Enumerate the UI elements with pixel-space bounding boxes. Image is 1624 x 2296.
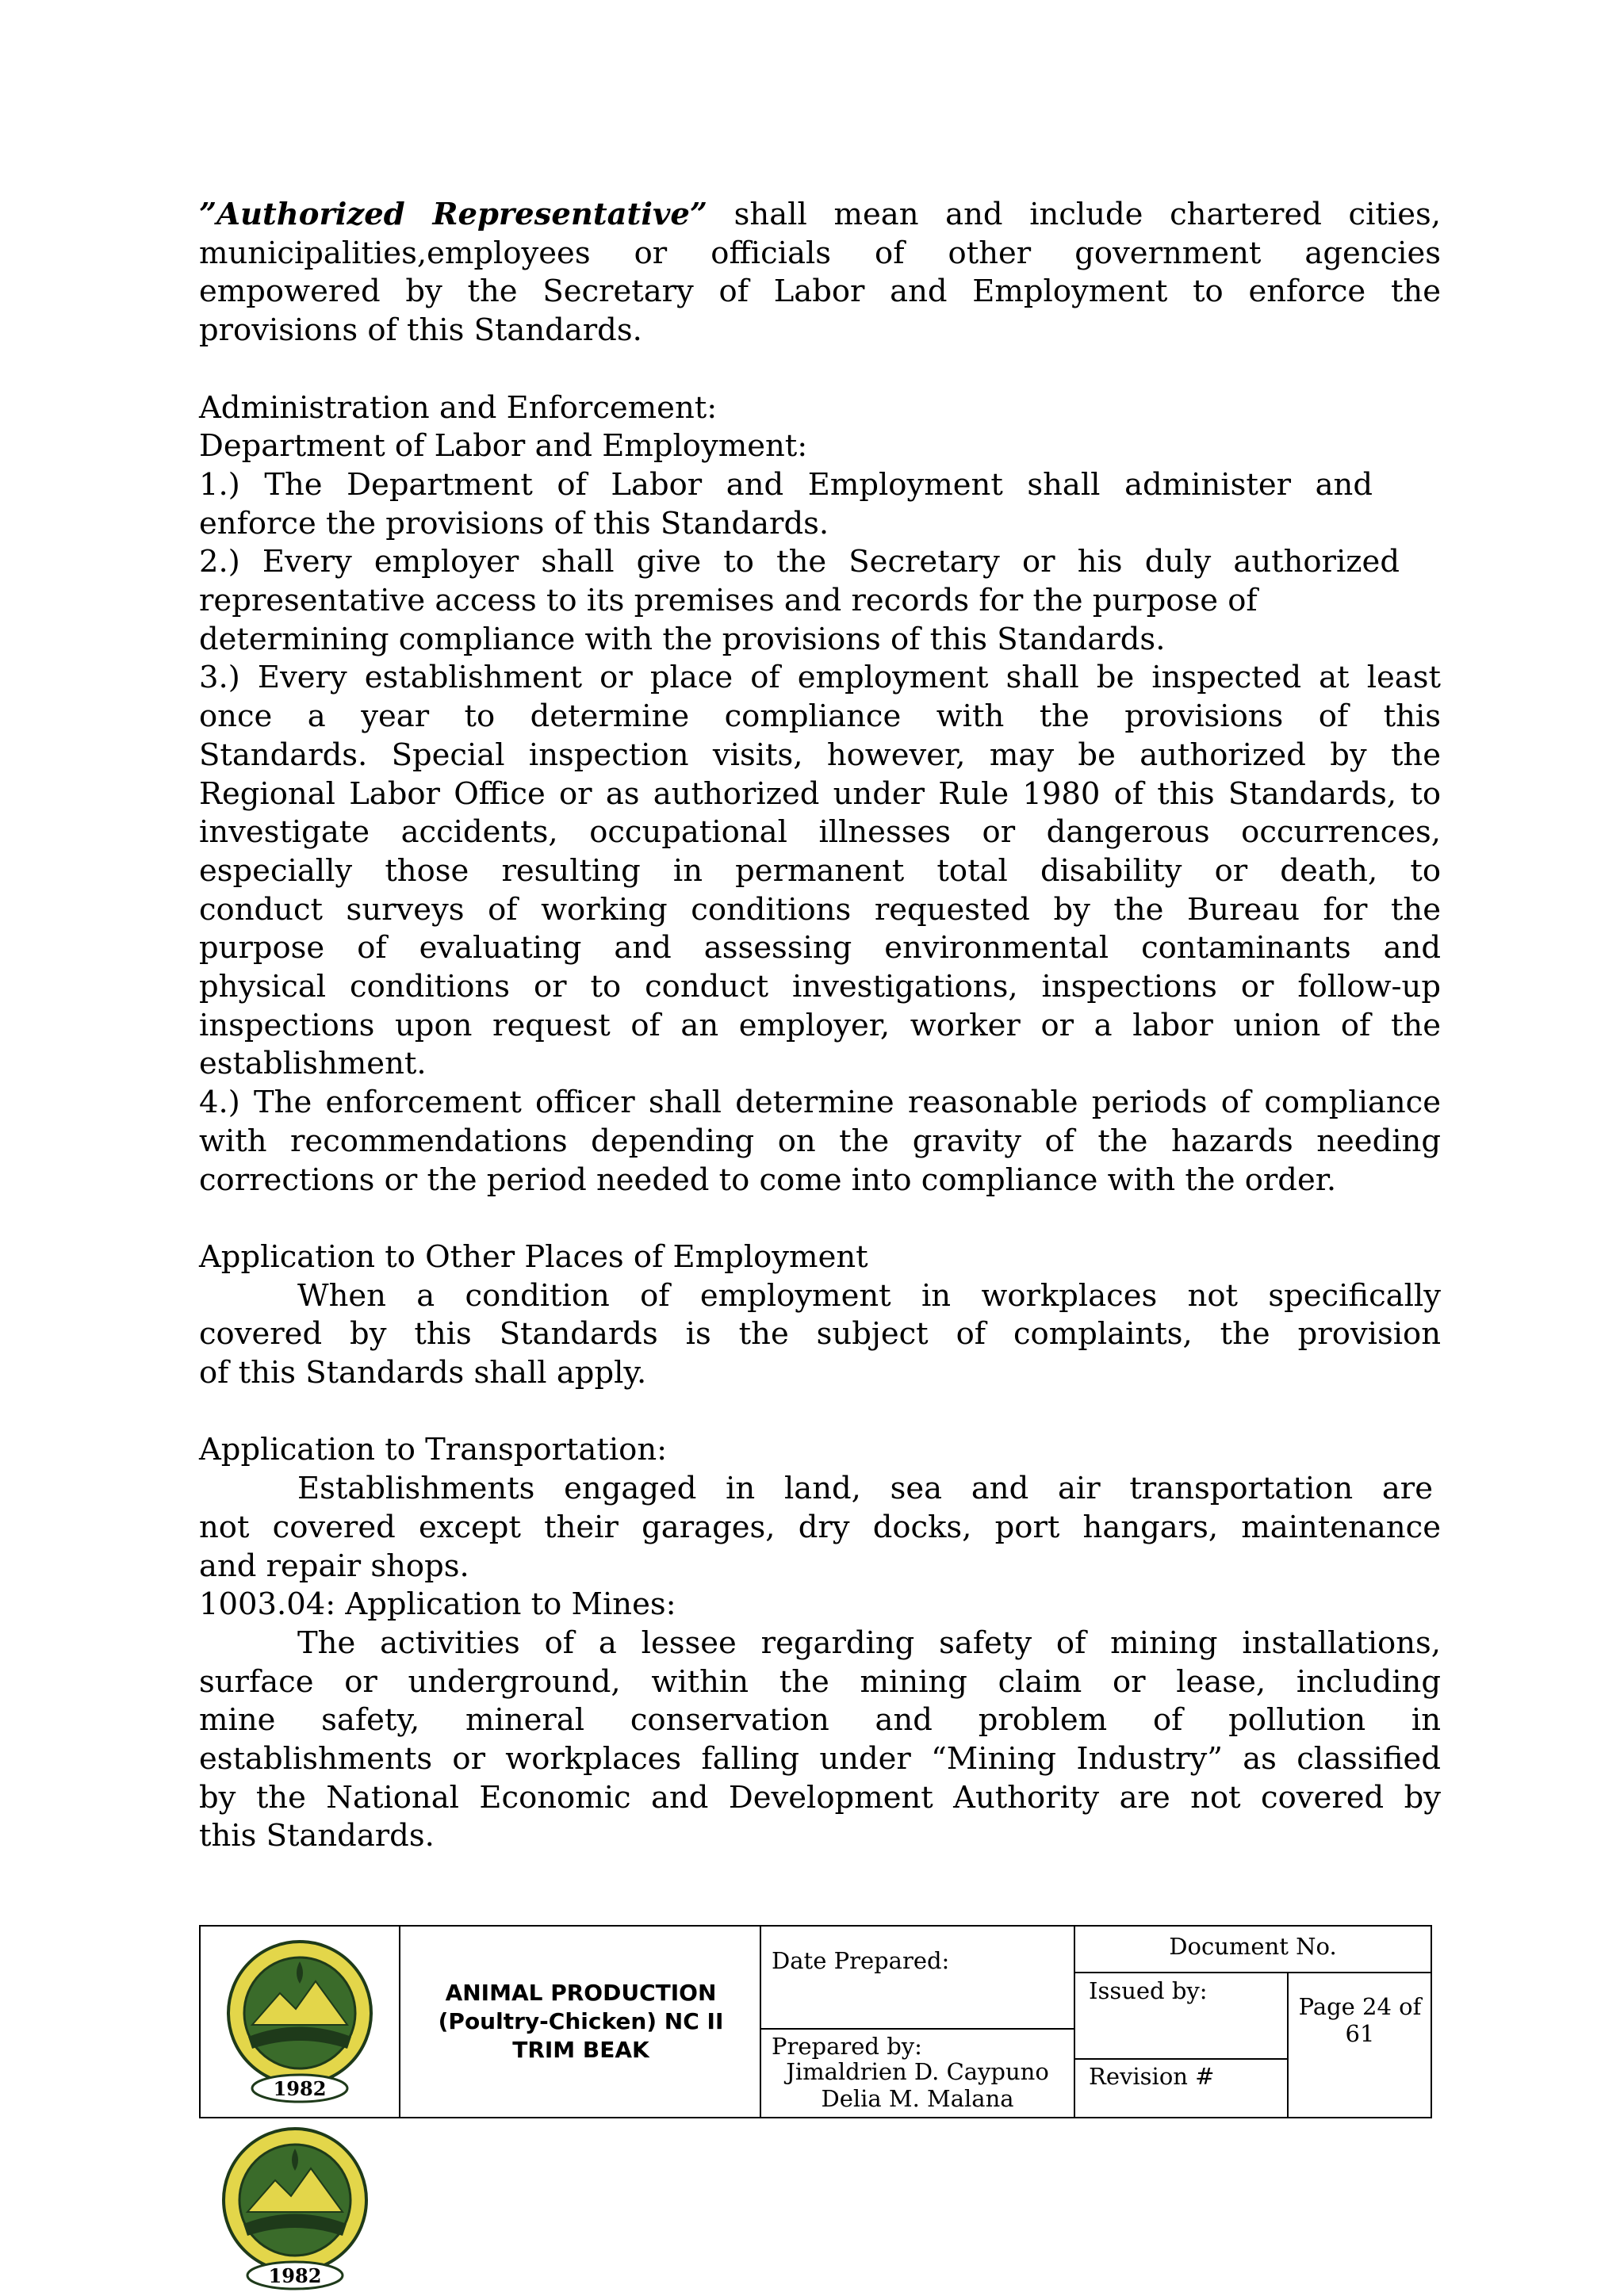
list-item-line: physical conditions or to conduct investigations, inspections or follow-up <box>199 969 1441 1005</box>
list-item-line: 1.) The Department of Labor and Employment shall administer and <box>199 466 1373 503</box>
page-number: Page 24 of 61 <box>1298 1993 1422 2047</box>
list-item-line: Standards. Special inspection visits, however, may be authorized by the <box>199 737 1441 773</box>
school-seal-cell <box>201 1927 399 2117</box>
title-line: TRIM BEAK <box>512 2037 649 2063</box>
seal-year: 1982 <box>273 2077 327 2100</box>
list-item-line: establishment. <box>199 1046 427 1082</box>
list-item-line: with recommendations depending on the gravity of the hazards needing <box>199 1123 1441 1159</box>
seal-year: 1982 <box>268 2264 322 2287</box>
issued-by-label: Issued by: <box>1089 1977 1208 2004</box>
list-item-line: 3.) Every establishment or place of employment shall be inspected at least <box>199 660 1441 696</box>
qualification-title <box>400 1927 761 2117</box>
list-item-line: investigate accidents, occupational illnesses or dangerous occurrences, <box>199 814 1441 851</box>
section-heading: 1003.04: Application to Mines: <box>199 1586 676 1623</box>
body-line: The activities of a lessee regarding safety of mining installations, <box>297 1624 1441 1661</box>
preparer-name: Jimaldrien D. Caypuno <box>786 2058 1049 2085</box>
body-line: establishments or workplaces falling under “Mining Industry” as classified <box>199 1741 1441 1777</box>
body-line: Establishments engaged in land, sea and air transportation are <box>297 1471 1433 1507</box>
body-line: of this Standards shall apply. <box>199 1355 647 1391</box>
body-line: When a condition of employment in workplaces not specifically <box>297 1277 1441 1314</box>
list-item-line: once a year to determine compliance with the provisions of this <box>199 698 1441 735</box>
body-line: empowered by the Secretary of Labor and Employment to enforce the <box>199 274 1441 310</box>
title-line: (Poultry-Chicken) NC II <box>438 2008 724 2034</box>
list-item-line: corrections or the period needed to come into compliance with the order. <box>199 1161 1337 1198</box>
title-line: ANIMAL PRODUCTION <box>445 1980 717 2006</box>
prepared-by-label: Prepared by: <box>772 2033 922 2060</box>
document-no-label: Document No. <box>1169 1933 1337 1960</box>
section-heading: Application to Other Places of Employment <box>199 1238 868 1275</box>
list-item-line: conduct surveys of working conditions requested by the Bureau for the <box>199 891 1441 928</box>
list-item-line: inspections upon request of an employer, worker or a labor union of the <box>199 1007 1441 1043</box>
section-heading: Administration and Enforcement: <box>199 389 718 426</box>
list-item-line: especially those resulting in permanent total disability or death, to <box>199 852 1441 889</box>
section-heading: Application to Transportation: <box>199 1432 668 1468</box>
body-line: provisions of this Standards. <box>199 312 642 349</box>
body-line: surface or underground, within the mining claim or lease, including <box>199 1663 1441 1700</box>
body-line: mine safety, mineral conservation and problem of pollution in <box>199 1702 1441 1739</box>
preparer-name: Delia M. Malana <box>821 2085 1014 2112</box>
defined-term: ”Authorized Representative” <box>199 197 707 232</box>
body-line: by the National Economic and Development Authority are not covered by <box>199 1779 1441 1816</box>
document-body <box>199 196 1441 1856</box>
section-heading: Department of Labor and Employment: <box>199 428 808 465</box>
list-item-line: representative access to its premises and records for the purpose of <box>199 583 1258 619</box>
body-line: municipalities,employees or officials of other government agencies <box>199 235 1441 271</box>
school-seal-bottom-icon <box>216 2125 374 2293</box>
list-item-line: 2.) Every employer shall give to the Secretary or his duly authorized <box>199 544 1400 580</box>
list-item-line: 4.) The enforcement officer shall determine reasonable periods of compliance <box>199 1085 1441 1121</box>
school-seal-icon <box>220 1938 379 2106</box>
list-item-line: determining compliance with the provisions of this Standards. <box>199 621 1166 657</box>
body-line: and repair shops. <box>199 1548 469 1584</box>
list-item-line: enforce the provisions of this Standards. <box>199 505 829 541</box>
body-line: this Standards. <box>199 1818 435 1854</box>
document-control-table <box>199 1925 1432 2118</box>
revision-label: Revision # <box>1089 2063 1215 2090</box>
body-line: covered by this Standards is the subject of complaints, the provision <box>199 1316 1441 1353</box>
date-prepared-label: Date Prepared: <box>772 1947 950 1974</box>
list-item-line: Regional Labor Office or as authorized under Rule 1980 of this Standards, to <box>199 775 1441 812</box>
body-line: not covered except their garages, dry docks, port hangars, maintenance <box>199 1509 1441 1545</box>
list-item-line: purpose of evaluating and assessing environmental contaminants and <box>199 930 1441 966</box>
authorized-definition-line: ”Authorized Representative” shall mean and include chartered cities, <box>199 197 1441 232</box>
